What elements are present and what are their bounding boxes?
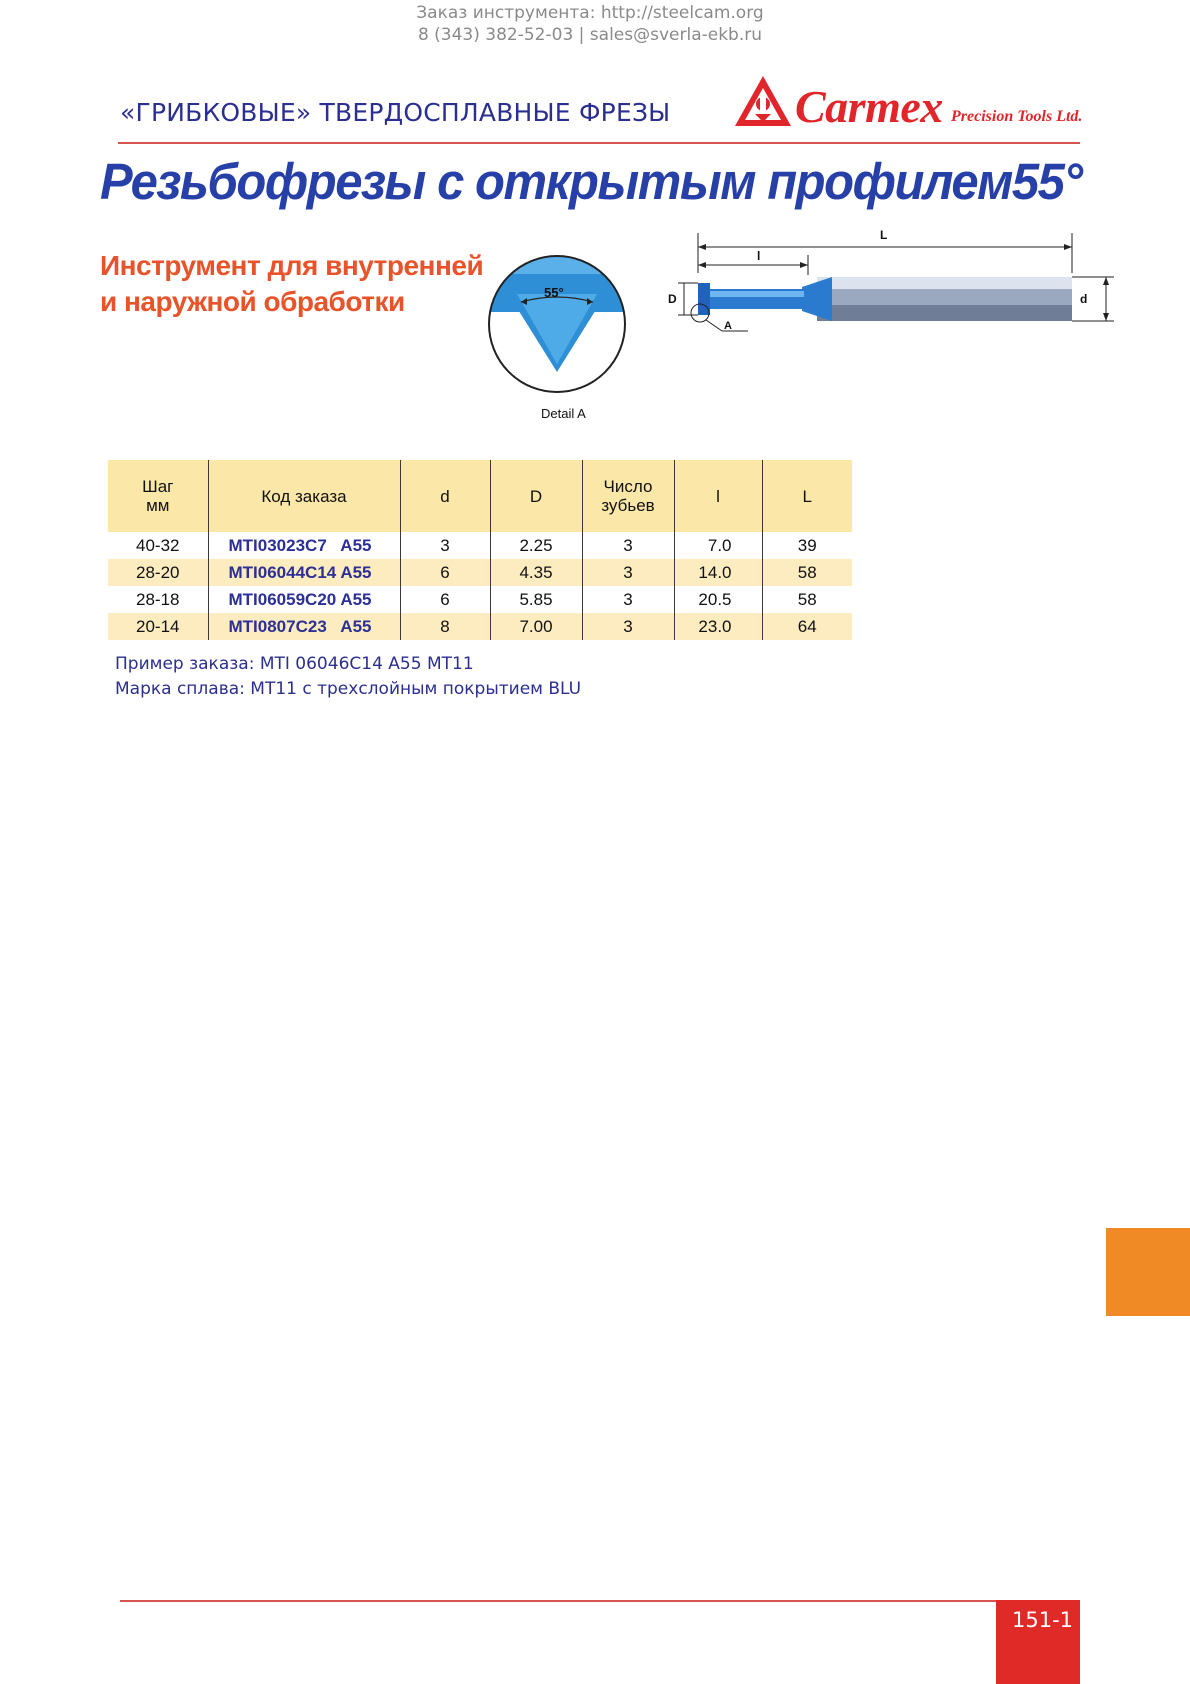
cell-D: 2.25 (490, 532, 582, 559)
col-header-teeth (582, 460, 674, 532)
contact-line-2: 8 (343) 382-52-03 | sales@sverla-ekb.ru (417, 25, 763, 45)
col-header-D: D (490, 460, 582, 532)
subtitle-line-1: Инструмент для внутренней (100, 250, 484, 281)
page-number-box (996, 1600, 1080, 1684)
cell-L: 39 (762, 532, 852, 559)
cell-L: 58 (762, 559, 852, 586)
cell-teeth: 3 (582, 559, 674, 586)
tool-drawing (662, 225, 1122, 345)
table-row (108, 559, 852, 586)
cell-D: 4.35 (490, 559, 582, 586)
cell-teeth: 3 (582, 613, 674, 640)
col-header-d: d (400, 460, 490, 532)
cell-l: 7.0 (674, 532, 762, 559)
cell-pitch: 20-14 (108, 613, 208, 640)
contact-line-1: Заказ инструмента: http://steelcam.org (416, 3, 764, 23)
angle-label: 55° (544, 285, 564, 300)
section-tab-marker (1106, 1228, 1190, 1316)
cell-order-code: MTI06059C20 A55 (208, 586, 400, 613)
alloy-grade: Марка сплава: MT11 с трехслойным покрытием BLU (115, 679, 582, 699)
carmex-logo (733, 74, 1083, 134)
subtitle (100, 248, 483, 320)
col-header-pitch (108, 460, 208, 532)
cell-l: 14.0 (674, 559, 762, 586)
cell-d: 8 (400, 613, 490, 640)
table-header-row (108, 460, 852, 532)
footer-divider (120, 1600, 996, 1602)
header-divider (118, 142, 1080, 144)
cell-order-code: MTI06044C14 A55 (208, 559, 400, 586)
length-l-label: l (757, 249, 761, 263)
spec-table-container (108, 460, 852, 638)
detail-A-label: A (724, 320, 732, 332)
carmex-emblem-icon (733, 74, 793, 130)
section-title: «ГРИБКОВЫЕ» ТВЕРДОСПЛАВНЫЕ ФРЕЗЫ (120, 98, 671, 127)
cell-l: 20.5 (674, 586, 762, 613)
cell-pitch: 40-32 (136, 535, 180, 555)
header-teeth-line-2: зубьев (601, 496, 655, 515)
table-row (108, 613, 852, 640)
cell-d: 3 (400, 532, 490, 559)
subtitle-line-2: и наружной обработки (100, 286, 405, 317)
cell-D: 5.85 (490, 586, 582, 613)
logo-subtitle: Precision Tools Ltd. (951, 108, 1083, 125)
cell-pitch: 28-18 (136, 589, 180, 609)
cell-order-code: MTI03023C7 A55 (208, 532, 400, 559)
header-teeth-line-1: Число (603, 477, 653, 496)
cell-d: 6 (400, 559, 490, 586)
cell-pitch: 28-20 (108, 559, 208, 586)
detail-caption: Detail A (541, 406, 586, 421)
cell-D: 7.00 (490, 613, 582, 640)
detail-a-diagram (487, 252, 647, 427)
order-example: Пример заказа: MTI 06046C14 A55 MT11 (115, 654, 474, 674)
thread-profile-detail (487, 252, 647, 427)
col-header-code: Код заказа (208, 460, 400, 532)
cell-l: 23.0 (674, 613, 762, 640)
header-pitch-line-2: мм (146, 496, 170, 515)
contact-info (0, 2, 1190, 46)
end-mill-drawing (662, 225, 1122, 345)
diameter-D-label: D (668, 292, 677, 306)
diameter-d-label: d (1080, 292, 1088, 306)
logo-wordmark: Carmex (795, 81, 943, 132)
length-L-label: L (880, 228, 888, 242)
cell-teeth: 3 (582, 586, 674, 613)
table-row (108, 532, 852, 559)
cell-L: 64 (762, 613, 852, 640)
cell-order-code: MTI0807C23 A55 (208, 613, 400, 640)
header-pitch-line-1: Шаг (142, 477, 174, 496)
page-number: 151-1 (1012, 1608, 1074, 1632)
cell-teeth: 3 (582, 532, 674, 559)
col-header-l: l (674, 460, 762, 532)
order-notes (115, 652, 581, 702)
cell-d: 6 (400, 586, 490, 613)
cell-L: 58 (762, 586, 852, 613)
table-row (108, 586, 852, 613)
col-header-L: L (762, 460, 852, 532)
spec-table (108, 460, 852, 640)
page-title: Резьбофрезы с открытым профилем55° (100, 153, 1082, 210)
